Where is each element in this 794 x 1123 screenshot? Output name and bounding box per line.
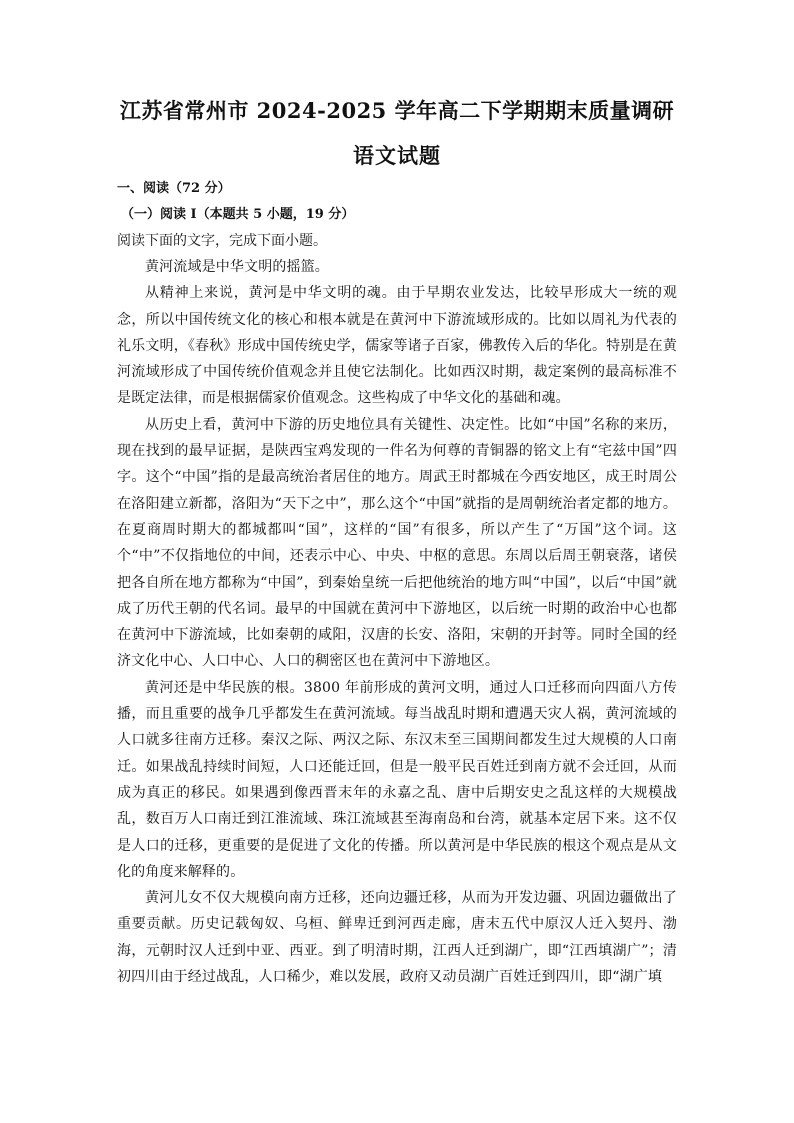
passage-paragraph: 黄河还是中华民族的根。3800 年前形成的黄河文明，通过人口迁移而向四面八方传播，而且重要的战争几乎都发生在黄河流域。每当战乱时期和遭遇天灾人祸，黄河流域的人口就多往南方迁移。秦汉之际、两汉之际、东汉末至三国期间都发生过大规模的人口南迁。如果战乱持续时间短，人口还能迁回，但是一般平民百姓迁到南方就不会迁回，从而成为真正的移民。如果遇到像西晋末年的永嘉之乱、唐中后期安史之乱这样的大规模战乱，数百万人口南迁到江淮流域、珠江流域甚至海南岛和台湾，就基本定居下来。这不仅是人口的迁移，更重要的是促进了文化的传播。所以黄河是中华民族的根这个观点是从文化的角度来解释的。 <box>117 679 677 880</box>
subsection-heading: （一）阅读 I（本题共 5 小题，19 分） <box>121 207 355 222</box>
section-heading: 一、阅读（72 分） <box>117 181 231 196</box>
passage-paragraph: 从历史上看，黄河中下游的历史地位具有关键性、决定性。比如“中国”名称的来历，现在找到的最早证据，是陕西宝鸡发现的一件名为何尊的青铜器的铭文上有“宅兹中国”四字。这个“中国”指的是最高统治者居住的地方。周武王时都城在今西安地区，成王时周公在洛阳建立新都，洛阳为“天下之中”，那么这个“中国”就指的是周朝统治者定都的地方。在夏商周时期大的都城都叫“国”，这样的“国”有很多，所以产生了“万国”这个词。这个“中”不仅指地位的中间，还表示中心、中央、中枢的意思。东周以后周王朝衰落，诸侯把各自所在地方都称为“中国”，到秦始皇统一后把他统治的地方叫“中国”，以后“中国”就成了历代王朝的代名词。最早的中国就在黄河中下游地区，以后统一时期的政治中心也都在黄河中下游流域，比如秦朝的咸阳，汉唐的长安、洛阳，宋朝的开封等。同时全国的经济文化中心、人口中心、人口的稠密区也在黄河中下游地区。 <box>117 416 677 670</box>
passage-paragraph: 黄河流域是中华文明的摇篮。 <box>145 259 329 275</box>
document-title: 江苏省常州市 2024-2025 学年高二下学期期末质量调研 <box>119 98 675 123</box>
passage-paragraph: 从精神上来说，黄河是中华文明的魂。由于早期农业发达，比较早形成大一统的观念，所以中国传统文化的核心和根本就是在黄河中下游流域形成的。比如以周礼为代表的礼乐文明，《春秋》形成中国传统史学，儒家等诸子百家，佛教传入后的华化。特别是在黄河流域形成了中国传统价值观念并且使它法制化。比如西汉时期，裁定案例的最高标准不是既定法律，而是根据儒家价值观念。这些构成了中华文化的基础和魂。 <box>117 285 677 407</box>
document-subtitle: 语文试题 <box>353 143 441 168</box>
reading-instruction: 阅读下面的文字，完成下面小题。 <box>117 233 327 249</box>
document-body <box>117 176 677 990</box>
passage-paragraph: 黄河儿女不仅大规模向南方迁移，还向边疆迁移，从而为开发边疆、巩固边疆做出了重要贡献。历史记载匈奴、乌桓、鲜卑迁到河西走廊，唐末五代中原汉人迁入契丹、渤海，元朝时汉人迁到中亚、西亚。到了明清时期，江西人迁到湖广，即“江西填湖广”；清初四川由于经过战乱，人口稀少，难以发展，政府又动员湖广百姓迁到四川，即“湖广填 <box>117 890 677 986</box>
